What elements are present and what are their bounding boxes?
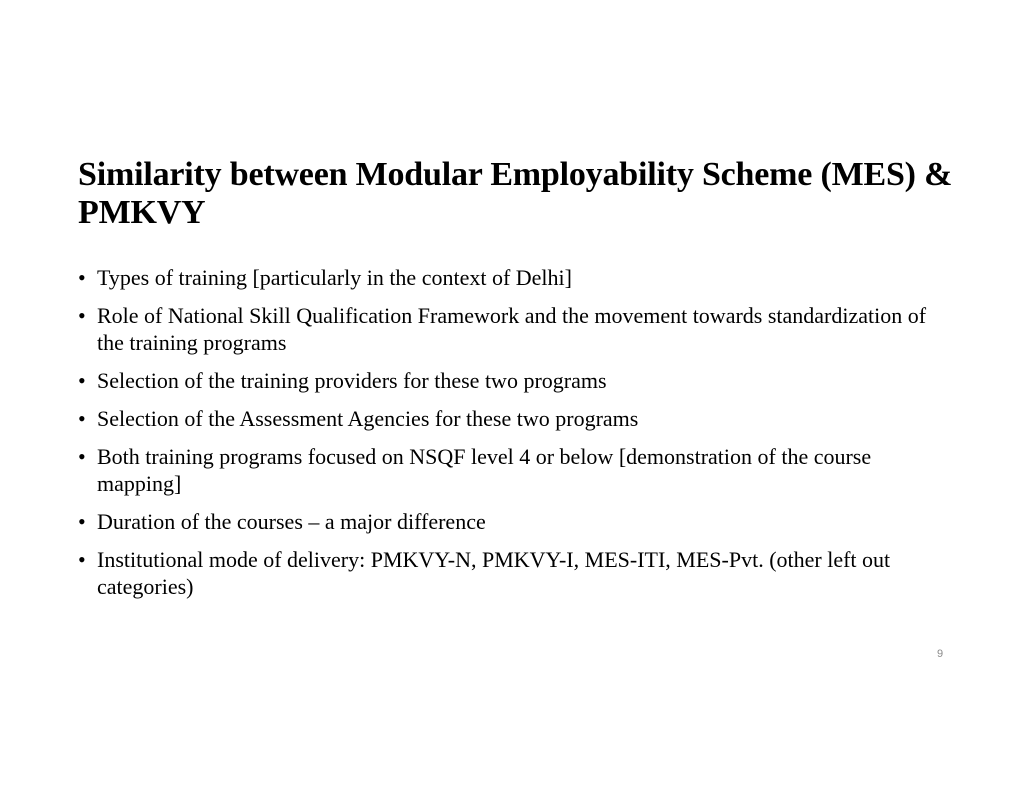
bullet-item [78,443,958,497]
bullet-text: Both training programs focused on NSQF level 4 or below [demonstration of the course mapping] [97,444,872,496]
bullet-text: Selection of the training providers for these two programs [97,368,607,393]
page-number: 9 [936,648,944,660]
bullet-icon: • [78,406,86,431]
bullet-item [78,302,958,356]
slide-title: Similarity between Modular Employability Scheme (MES) & PMKVY [78,156,953,231]
bullet-text: Institutional mode of delivery: PMKVY-N, PMKVY-I, MES-ITI, MES-Pvt. (other left out categories) [97,547,891,599]
bullet-icon: • [78,303,86,328]
bullet-icon: • [78,265,86,290]
bullet-text: Role of National Skill Qualification Framework and the movement towards standardization of the training programs [97,303,927,355]
bullet-icon: • [78,368,86,393]
bullet-text: Types of training [particularly in the context of Delhi] [97,265,572,290]
bullet-item [78,367,958,394]
bullet-item [78,546,958,600]
bullet-text: Duration of the courses – a major difference [97,509,486,534]
bullet-item [78,508,958,535]
bullet-icon: • [78,444,86,469]
bullet-text: Selection of the Assessment Agencies for these two programs [97,406,639,431]
bullet-icon: • [78,509,86,534]
bullet-icon: • [78,547,86,572]
bullet-list [78,264,958,611]
bullet-item [78,405,958,432]
bullet-item [78,264,958,291]
